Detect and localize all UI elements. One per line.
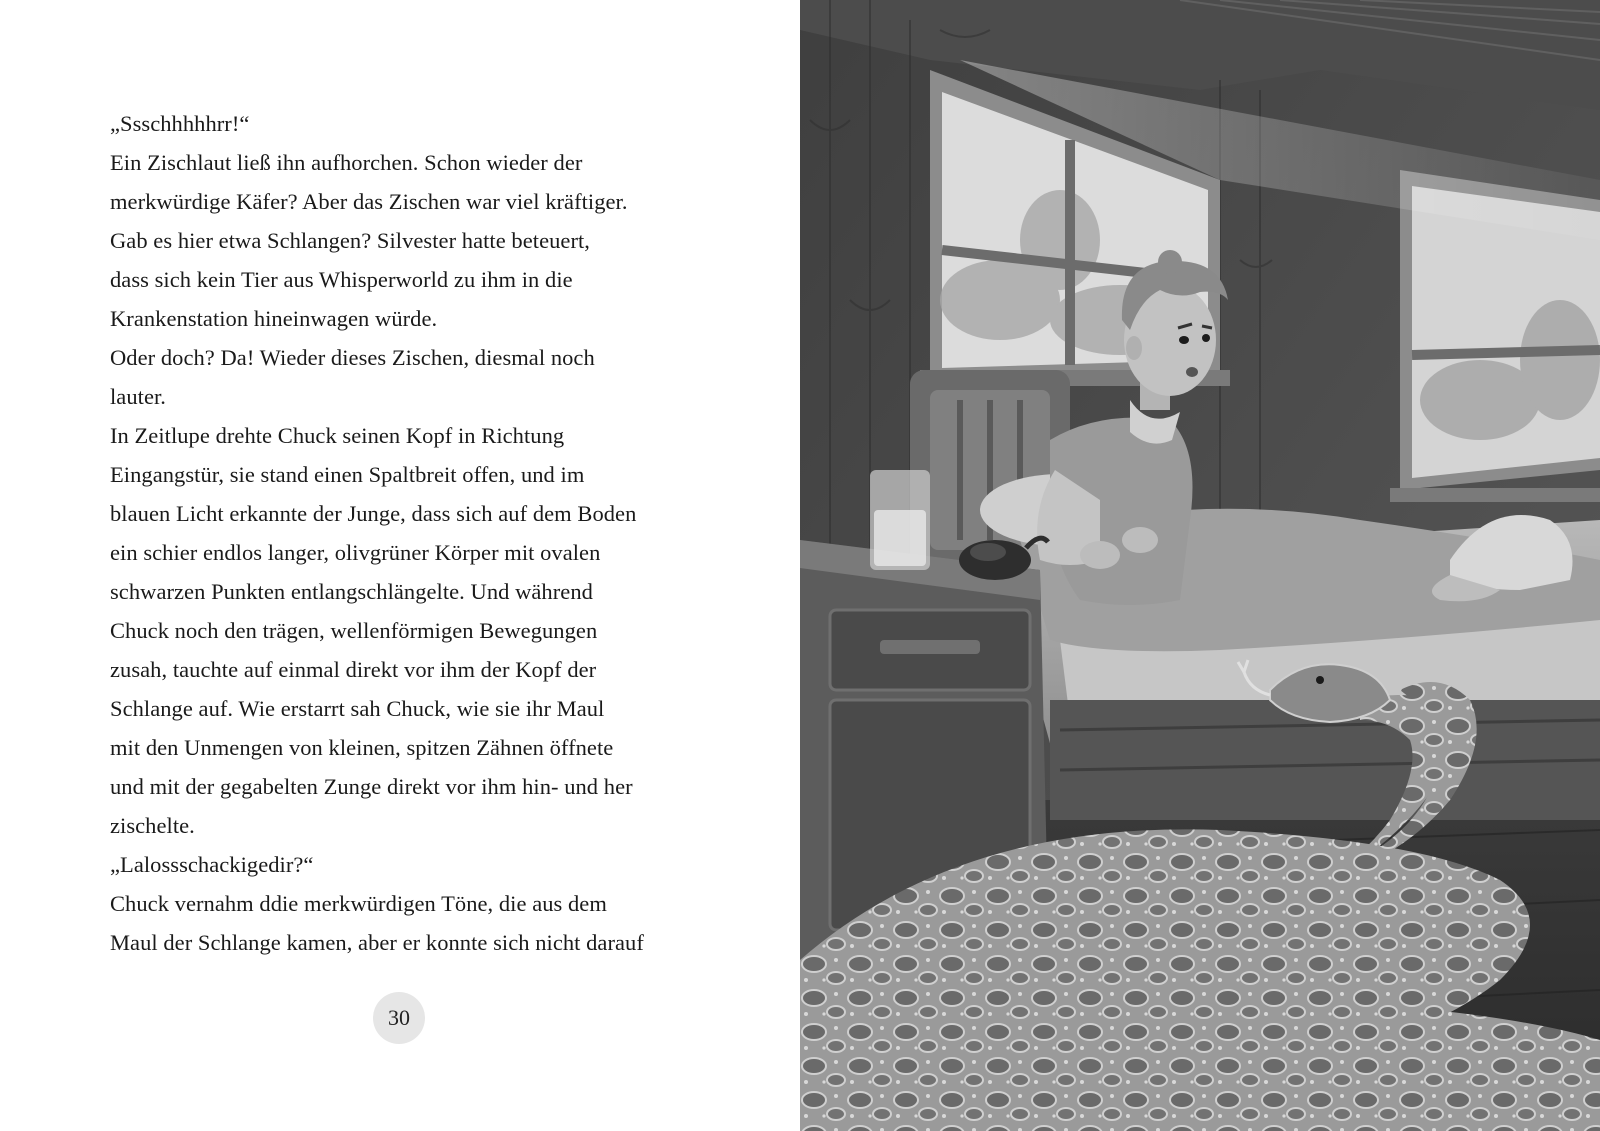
text-line: mit den Unmengen von kleinen, spitzen Zähnen öffnete xyxy=(110,735,614,760)
text-line: ein schier endlos langer, olivgrüner Körper mit ovalen xyxy=(110,540,601,565)
text-line: blauen Licht erkannte der Junge, dass sich auf dem Boden xyxy=(110,501,637,526)
text-line: Schlange auf. Wie erstarrt sah Chuck, wie sie ihr Maul xyxy=(110,696,605,721)
text-line: „Ssschhhhhrr!“ xyxy=(110,111,250,136)
text-line: „Lalossschackigedir?“ xyxy=(110,852,314,877)
text-line: Ein Zischlaut ließ ihn aufhorchen. Schon wieder der xyxy=(110,150,583,175)
text-line: Oder doch? Da! Wieder dieses Zischen, diesmal noch xyxy=(110,345,595,370)
text-line: Eingangstür, sie stand einen Spaltbreit offen, und im xyxy=(110,462,585,487)
illustration xyxy=(800,0,1600,1131)
text-line: dass sich kein Tier aus Whisperworld zu ihm in die xyxy=(110,267,573,292)
text-line: Maul der Schlange kamen, aber er konnte sich nicht darauf xyxy=(110,930,644,955)
text-line: Gab es hier etwa Schlangen? Silvester hatte beteuert, xyxy=(110,228,590,253)
text-line: zusah, tauchte auf einmal direkt vor ihm der Kopf der xyxy=(110,657,597,682)
text-line: lauter. xyxy=(110,384,166,409)
text-line: und mit der gegabelten Zunge direkt vor ihm hin- und her xyxy=(110,774,633,799)
page-number: 30 xyxy=(373,992,425,1044)
text-line: Krankenstation hineinwagen würde. xyxy=(110,306,438,331)
text-line: Chuck vernahm ddie merkwürdigen Töne, die aus dem xyxy=(110,891,607,916)
text-line: Chuck noch den trägen, wellenförmigen Bewegungen xyxy=(110,618,598,643)
text-line: In Zeitlupe drehte Chuck seinen Kopf in Richtung xyxy=(110,423,565,448)
text-line: schwarzen Punkten entlangschlängelte. Und während xyxy=(110,579,593,604)
text-line: zischelte. xyxy=(110,813,195,838)
text-line: merkwürdige Käfer? Aber das Zischen war viel kräftiger. xyxy=(110,189,628,214)
story-text xyxy=(110,104,710,962)
